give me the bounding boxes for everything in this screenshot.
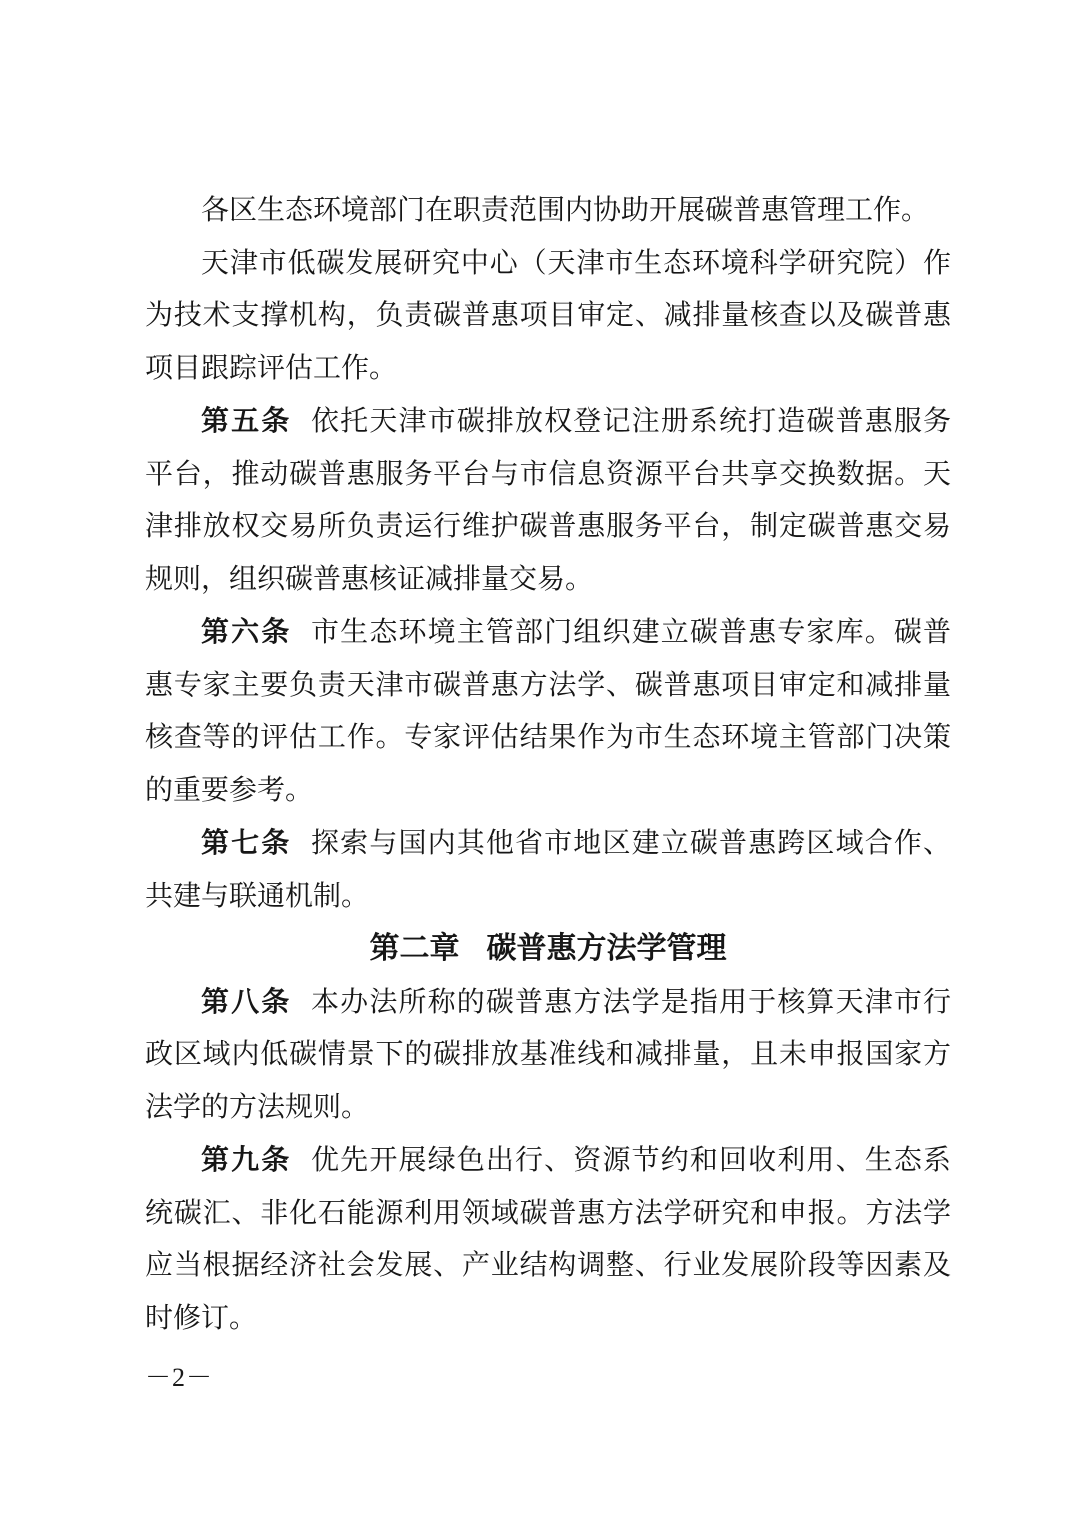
body-paragraph — [145, 185, 951, 238]
paragraph-text: 优先开展绿色出行、资源节约和回收利用、生态系统碳汇、非化石能源利用领域碳普惠方法学研究和申报。方法学应当根据经济社会发展、产业结构调整、行业发展阶段等因素及时修订。 — [145, 1145, 951, 1334]
chapter-number: 第二章 — [369, 932, 460, 965]
paragraph-text: 依托天津市碳排放权登记注册系统打造碳普惠服务平台，推动碳普惠服务平台与市信息资源平台共享交换数据。天津排放权交易所负责运行维护碳普惠服务平台，制定碳普惠交易规则，组织碳普惠核证减排量交易。 — [145, 406, 951, 595]
paragraph-text: 各区生态环境部门在职责范围内协助开展碳普惠管理工作。 — [201, 195, 930, 226]
document-body — [145, 185, 951, 1345]
article-label: 第六条 — [201, 616, 292, 647]
article-paragraph-7 — [145, 817, 951, 923]
article-label: 第九条 — [201, 1144, 292, 1175]
chapter-title: 碳普惠方法学管理 — [486, 932, 727, 965]
article-paragraph-6 — [145, 606, 951, 817]
article-label: 第七条 — [201, 827, 292, 858]
article-label: 第八条 — [201, 985, 292, 1017]
paragraph-text: 本办法所称的碳普惠方法学是指用于核算天津市行政区域内低碳情景下的碳排放基准线和减排量，且未申报国家方法学的方法规则。 — [145, 986, 951, 1123]
paragraph-text: 探索与国内其他省市地区建立碳普惠跨区域合作、共建与联通机制。 — [145, 828, 951, 912]
article-paragraph-5 — [145, 395, 951, 606]
article-paragraph-8 — [145, 976, 951, 1135]
page-number: －2－ — [145, 1363, 214, 1392]
body-paragraph — [145, 238, 951, 396]
chapter-heading — [145, 923, 951, 976]
paragraph-text: 市生态环境主管部门组织建立碳普惠专家库。碳普惠专家主要负责天津市碳普惠方法学、碳普惠项目审定和减排量核查等的评估工作。专家评估结果作为市生态环境主管部门决策的重要参考。 — [145, 617, 951, 806]
article-paragraph-9 — [145, 1134, 951, 1345]
paragraph-text: 天津市低碳发展研究中心（天津市生态环境科学研究院）作为技术支撑机构，负责碳普惠项目审定、减排量核查以及碳普惠项目跟踪评估工作。 — [145, 247, 951, 384]
article-label: 第五条 — [201, 405, 292, 436]
